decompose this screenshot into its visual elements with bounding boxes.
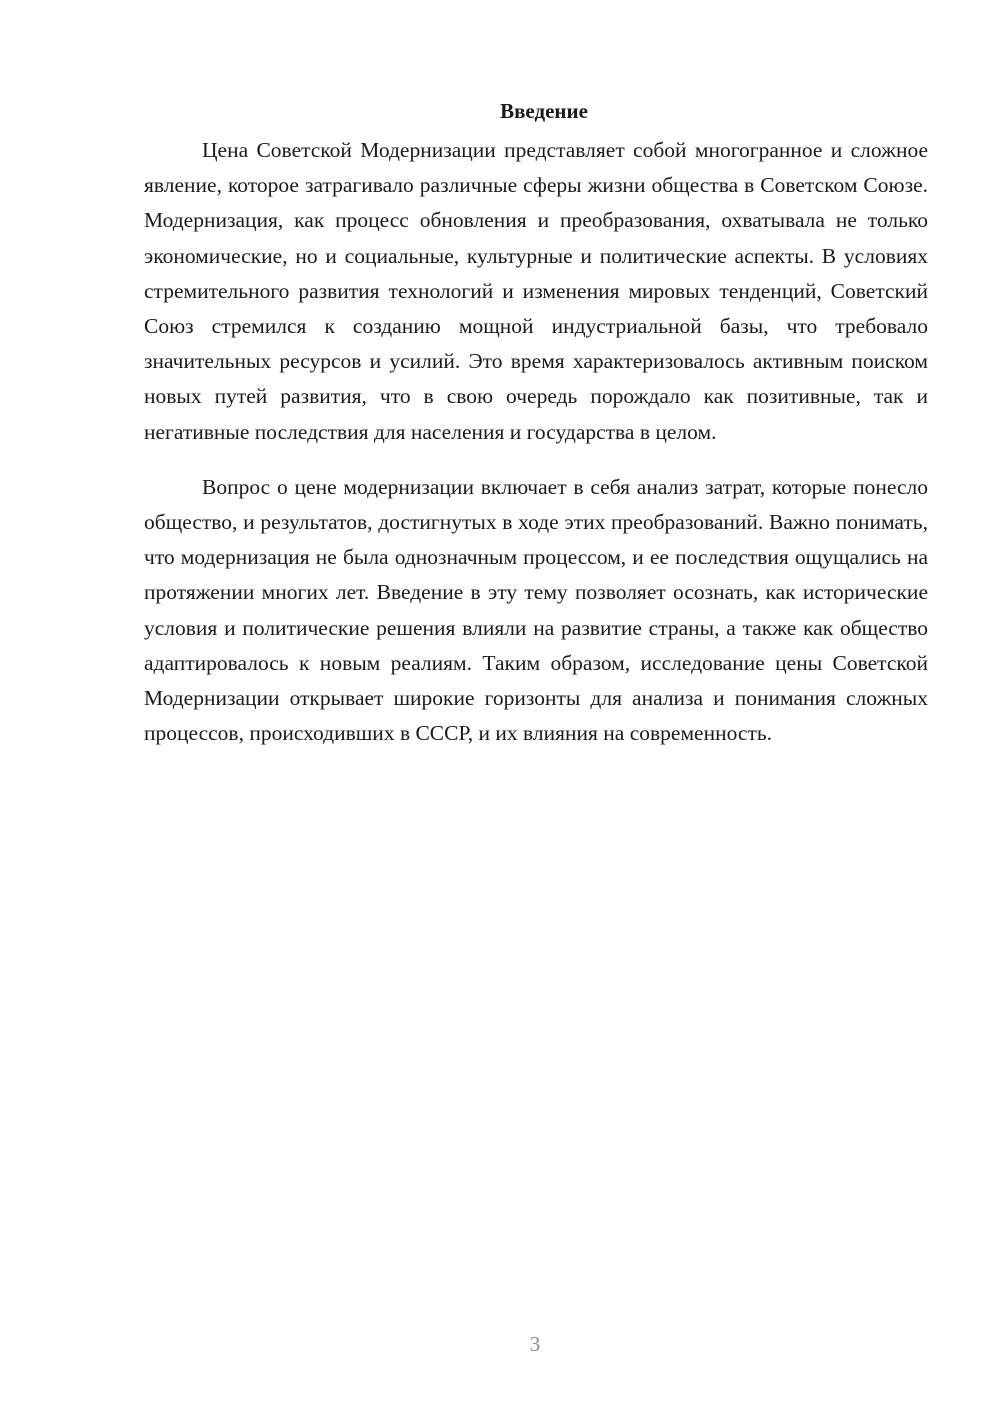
page-content — [144, 94, 928, 751]
paragraph-1: Цена Советской Модернизации представляет собой многогранное и сложное явление, которое затрагивало различные сферы жизни общества в Советском Союзе. Модернизация, как процесс обновления и преобразования, охватывала не только экономические, но и социальные, культурные и политические аспекты. В условиях стремительного развития технологий и изменения мировых тенденций, Советский Союз стремился к созданию мощной индустриальной базы, что требовало значительных ресурсов и усилий. Это время характеризовалось активным поиском новых путей развития, что в свою очередь порождало как позитивные, так и негативные последствия для населения и государства в целом. — [144, 138, 928, 444]
page-number: 3 — [529, 1332, 541, 1356]
paragraph-2: Вопрос о цене модернизации включает в себя анализ затрат, которые понесло общество, и результатов, достигнутых в ходе этих преобразований. Важно понимать, что модернизация не была однозначным процессом, и ее последствия ощущались на протяжении многих лет. Введение в эту тему позволяет осознать, как исторические условия и политические решения влияли на развитие страны, а также как общество адаптировалось к новым реалиям. Таким образом, исследование цены Советской Модернизации открывает широкие горизонты для анализа и понимания сложных процессов, происходивших в СССР, и их влияния на современность. — [144, 474, 928, 746]
section-heading: Введение — [500, 99, 588, 123]
